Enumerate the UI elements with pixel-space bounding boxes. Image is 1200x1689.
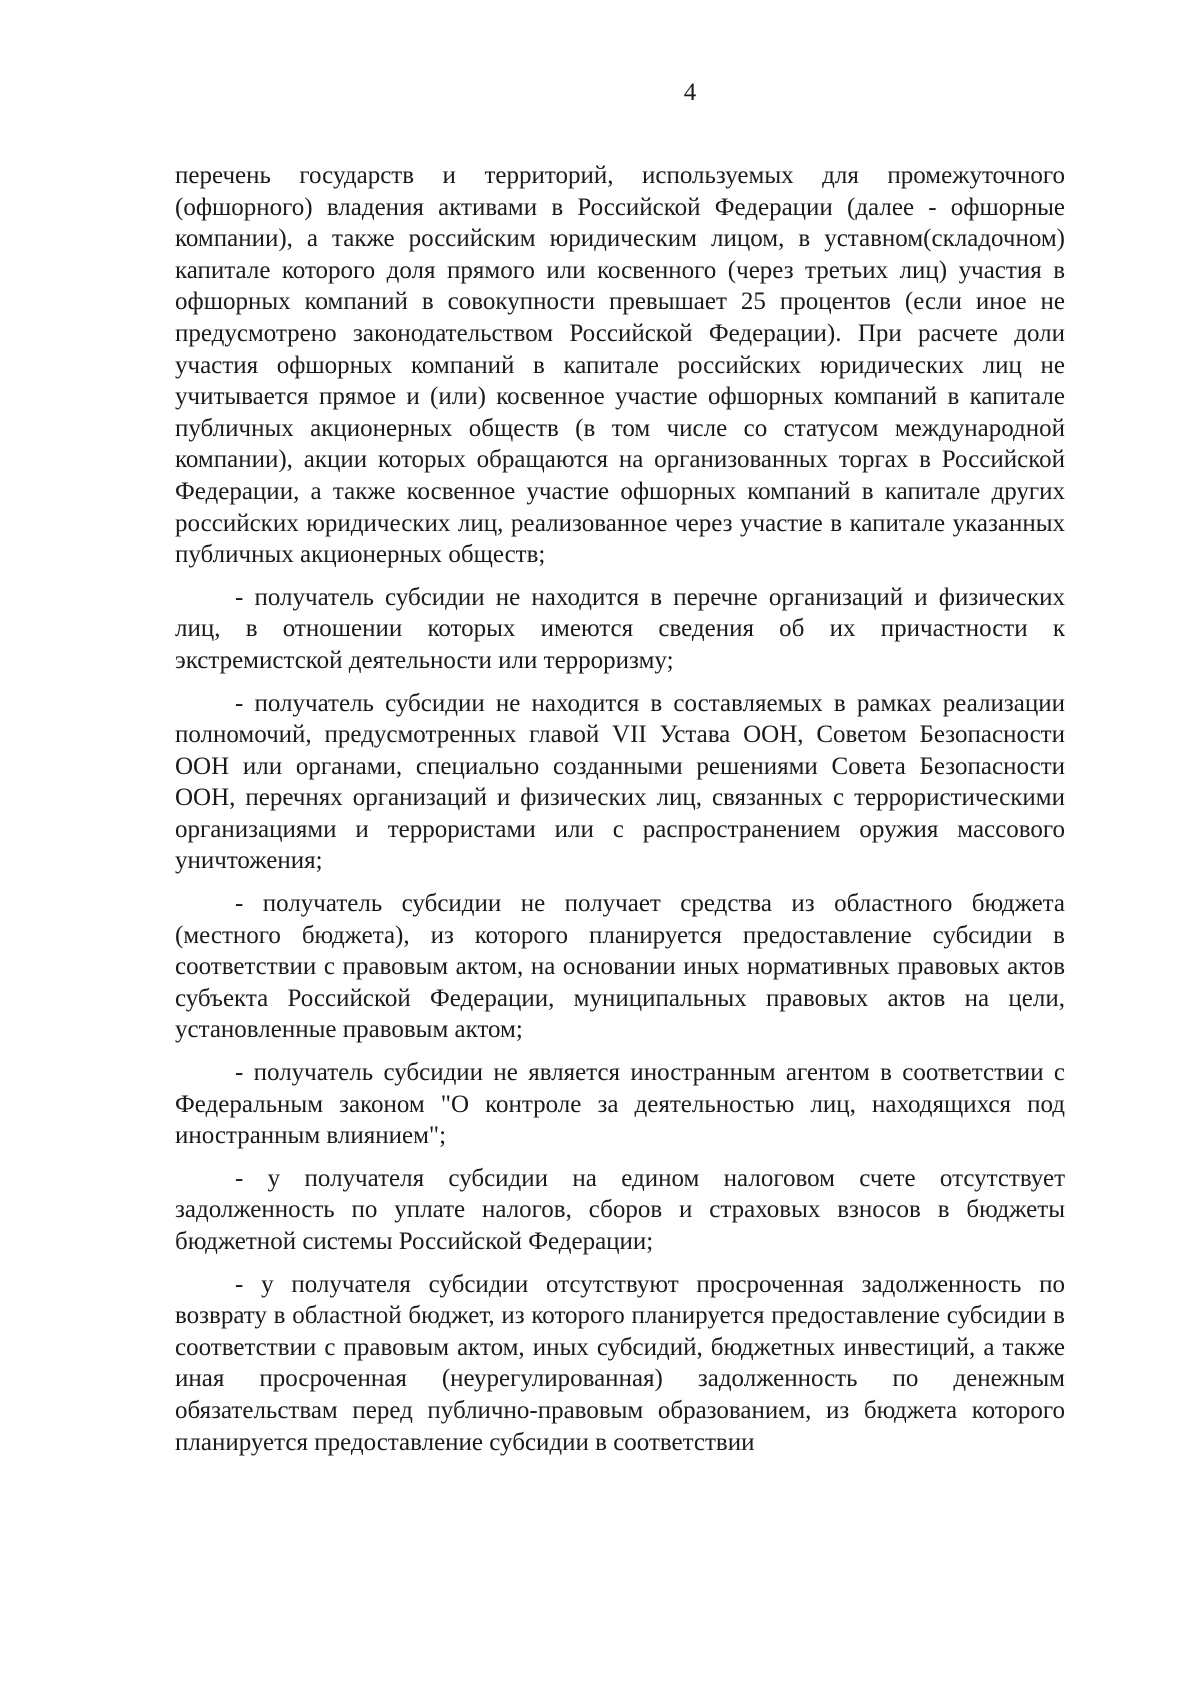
paragraph-foreign-agent: - получатель субсидии не является иностранным агентом в соответствии с Федеральным законом "О контроле за деятельностью лиц, находящихся под иностранным влиянием"; xyxy=(175,1059,1065,1150)
paragraph-overdue-debt: - у получателя субсидии отсутствуют просроченная задолженность по возврату в областной бюджет, из которого планируется предоставление субсидии в соответствии с правовым актом, иных субсидий, бюджетных инвестиций, а также иная просроченная (неурегулированная) задолженность по денежным обязательствам перед публично-правовым образованием, из бюджета которого планируется предоставление субсидии в соответствии xyxy=(175,1270,1065,1456)
paragraph-tax-debt: - у получателя субсидии на едином налоговом счете отсутствует задолженность по уплате налогов, сборов и страховых взносов в бюджеты бюджетной системы Российской Федерации; xyxy=(175,1164,1065,1255)
paragraph-un-security-council-list: - получатель субсидии не находится в составляемых в рамках реализации полномочий, предусмотренных главой VII Устава ООН, Советом Безопасности ООН или органами, специально созданными решениями Совета Безопасности ООН, перечнях организаций и физических лиц, связанных с террористическими организациями и террористами или с распространением оружия массового уничтожения; xyxy=(175,689,1065,875)
document-body xyxy=(175,160,1065,1469)
paragraph-offshore-companies: перечень государств и территорий, используемых для промежуточного (офшорного) владения активами в Российской Федерации (далее - офшорные компании), а также российским юридическим лицом, в уставном(складочном) капитале которого доля прямого или косвенного (через третьих лиц) участия в офшорных компаний в совокупности превышает 25 процентов (если иное не предусмотрено законодательством Российской Федерации). При расчете доли участия офшорных компаний в капитале российских юридических лиц не учитывается прямое и (или) косвенное участие офшорных компаний в капитале публичных акционерных обществ (в том числе со статусом международной компании), акции которых обращаются на организованных торгах в Российской Федерации, а также косвенное участие офшорных компаний в капитале других российских юридических лиц, реализованное через участие в капитале указанных публичных акционерных обществ; xyxy=(175,162,1065,569)
paragraph-extremism-list: - получатель субсидии не находится в перечне организаций и физических лиц, в отношении которых имеются сведения об их причастности к экстремистской деятельности или терроризму; xyxy=(175,583,1065,674)
paragraph-no-regional-budget-funds: - получатель субсидии не получает средства из областного бюджета (местного бюджета), из которого планируется предоставление субсидии в соответствии с правовым актом, на основании иных нормативных правовых актов субъекта Российской Федерации, муниципальных правовых актов на цели, установленные правовым актом; xyxy=(175,890,1065,1044)
page-number: 4 xyxy=(683,79,697,106)
